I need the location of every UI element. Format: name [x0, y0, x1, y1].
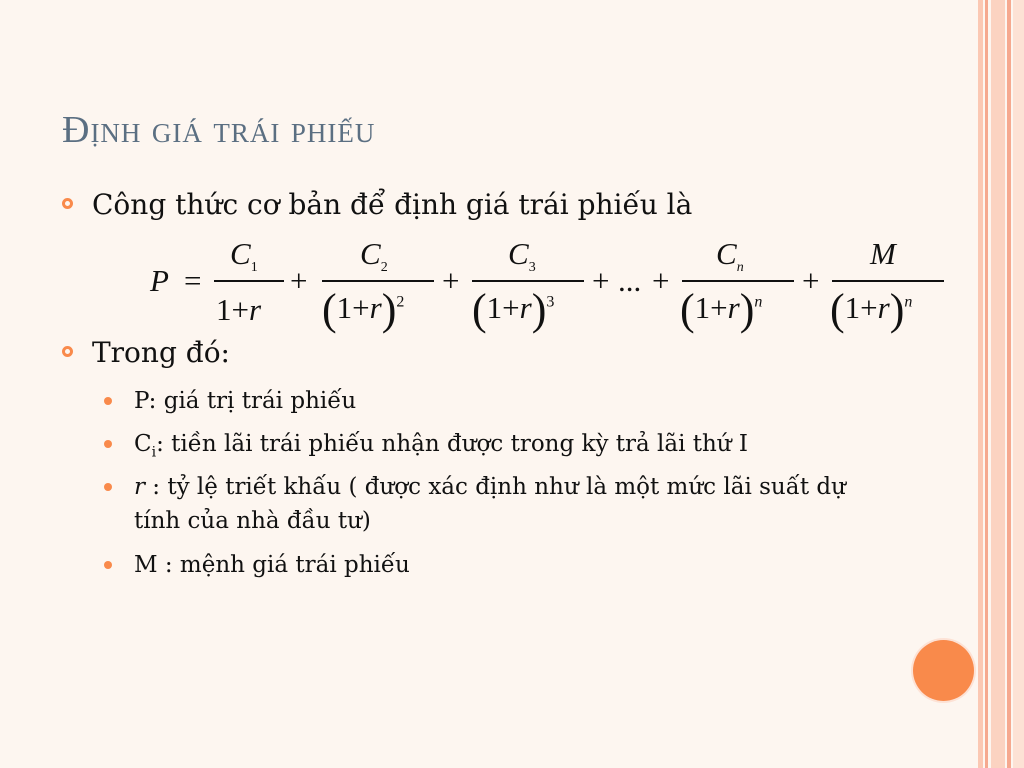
fraction-bar	[682, 280, 794, 282]
denominator-one: 1	[694, 290, 711, 325]
formula-numerator-2	[360, 236, 388, 276]
denominator-r: r	[727, 290, 740, 325]
bullet-formula-intro	[62, 188, 692, 221]
formula-plus: +	[592, 263, 610, 298]
formula-denominator-m	[830, 285, 913, 334]
numerator-var: C	[360, 236, 381, 271]
exponent: n	[904, 293, 913, 311]
denominator-one: 1	[844, 290, 861, 325]
stripe	[985, 0, 988, 768]
numerator-subscript: 1	[250, 260, 258, 276]
var-r: r	[134, 474, 145, 500]
right-paren: )	[531, 285, 547, 334]
denominator-r: r	[369, 290, 382, 325]
formula-ellipsis: ...	[618, 263, 642, 298]
sub-bullet-text: M : mệnh giá trái phiếu	[134, 552, 410, 578]
subscript-i: i	[151, 444, 157, 461]
formula-plus: +	[290, 263, 308, 298]
formula-numerator-1	[230, 236, 258, 276]
sub-bullet-text	[134, 470, 884, 538]
sub-bullet-rest: : tỷ lệ triết khấu ( được xác định như là một mức lãi suất dự tính của nhà đầu tư)	[134, 474, 846, 534]
numerator-subscript: 3	[528, 260, 536, 276]
bullet-text: Công thức cơ bản để định giá trái phiếu là	[92, 188, 693, 221]
formula-equals: =	[184, 263, 202, 298]
left-paren: (	[830, 285, 845, 334]
numerator-var: C	[230, 236, 251, 271]
stripe	[1007, 0, 1011, 768]
dot-bullet-icon	[104, 440, 112, 448]
left-paren: (	[322, 285, 337, 334]
formula-plus: +	[442, 263, 460, 298]
numerator-var: C	[716, 236, 737, 271]
denominator-r: r	[877, 290, 890, 325]
formula-numerator-m: M	[870, 236, 896, 271]
denominator-one: 1	[486, 290, 503, 325]
decorative-stripes	[978, 0, 1024, 768]
fraction-bar	[322, 280, 434, 282]
denominator-r: r	[248, 292, 262, 327]
fraction-bar	[832, 280, 944, 282]
formula-numerator-n	[716, 236, 744, 276]
formula-denominator-1	[216, 292, 261, 328]
sub-bullet-ci	[104, 427, 884, 470]
exponent: n	[754, 293, 763, 311]
denominator-one: 1	[216, 292, 232, 327]
right-paren: )	[739, 285, 755, 334]
sub-bullet-r	[104, 470, 884, 538]
denominator-r: r	[519, 290, 532, 325]
bullet-where	[62, 336, 230, 369]
formula-plus: +	[802, 263, 820, 298]
left-paren: (	[680, 285, 695, 334]
denominator-plus: +	[231, 292, 249, 327]
denominator-plus: +	[502, 290, 520, 325]
denominator-plus: +	[352, 290, 370, 325]
numerator-var: C	[508, 236, 529, 271]
ring-bullet-icon	[62, 198, 73, 209]
exponent: 3	[546, 293, 555, 311]
formula-denominator-n	[680, 285, 763, 334]
formula-lhs: P	[150, 263, 169, 298]
formula-numerator-3	[508, 236, 536, 276]
fraction-bar	[472, 280, 584, 282]
dot-bullet-icon	[104, 561, 112, 569]
exponent: 2	[396, 293, 405, 311]
left-paren: (	[472, 285, 487, 334]
stripe	[991, 0, 1005, 768]
sub-bullet-m	[104, 548, 884, 582]
right-paren: )	[889, 285, 905, 334]
formula-plus: +	[652, 263, 670, 298]
bullet-text: Trong đó:	[92, 336, 230, 369]
numerator-subscript: n	[736, 260, 744, 276]
stripe	[1013, 0, 1024, 768]
numerator-subscript: 2	[380, 260, 388, 276]
denominator-plus: +	[860, 290, 878, 325]
stripe	[978, 0, 983, 768]
bond-price-formula	[150, 230, 950, 342]
ring-bullet-icon	[62, 346, 73, 357]
formula-denominator-2	[322, 285, 405, 334]
dot-bullet-icon	[104, 483, 112, 491]
fraction-bar	[214, 280, 284, 282]
var-c: C	[134, 431, 152, 457]
denominator-one: 1	[336, 290, 353, 325]
denominator-plus: +	[710, 290, 728, 325]
slide-title: Định giá trái phiếu	[62, 109, 376, 151]
sub-bullet-text	[134, 427, 884, 470]
dot-bullet-icon	[104, 397, 112, 405]
right-paren: )	[381, 285, 397, 334]
sub-bullet-p	[104, 384, 884, 418]
sub-bullet-rest: : tiền lãi trái phiếu nhận được trong kỳ trả lãi thứ I	[156, 431, 749, 457]
formula-denominator-3	[472, 285, 555, 334]
decorative-circle-icon	[913, 640, 974, 701]
sub-bullet-text: P: giá trị trái phiếu	[134, 388, 357, 414]
